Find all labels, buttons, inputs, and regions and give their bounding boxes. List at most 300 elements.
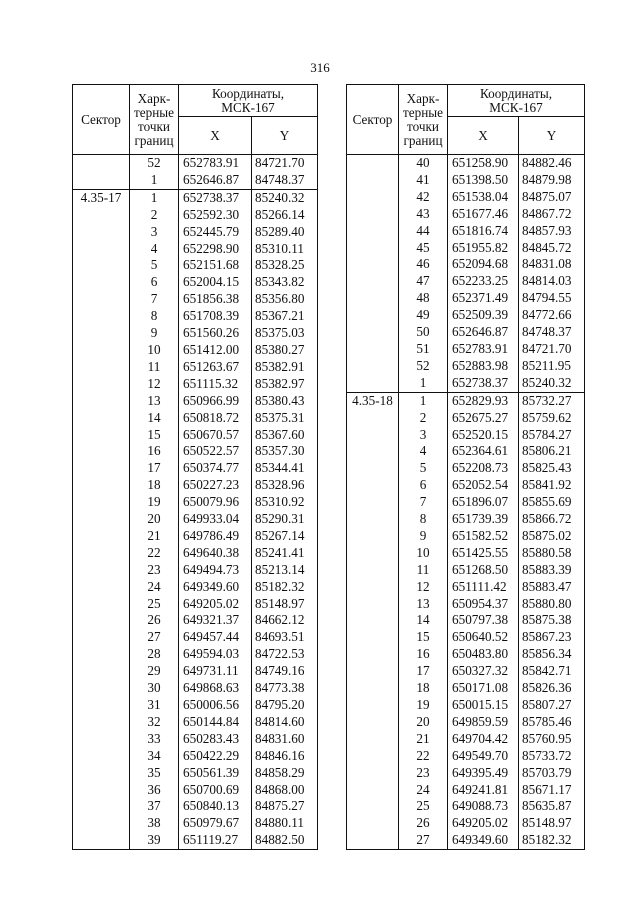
y-coordinate-cell: 84795.20 <box>252 697 318 714</box>
point-cell: 16 <box>130 443 179 460</box>
table-row <box>347 172 585 189</box>
table-row <box>73 224 318 241</box>
y-coordinate-cell: 84693.51 <box>252 629 318 646</box>
sector-cell <box>73 477 130 494</box>
point-cell: 16 <box>399 646 448 663</box>
sector-cell <box>73 291 130 308</box>
y-coordinate-cell: 85380.43 <box>252 393 318 410</box>
table-row <box>347 223 585 240</box>
sector-cell <box>73 765 130 782</box>
x-coordinate-cell: 652738.37 <box>179 189 252 206</box>
y-coordinate-cell: 84721.70 <box>252 155 318 172</box>
table-row <box>347 528 585 545</box>
table-row <box>347 798 585 815</box>
y-coordinate-cell: 85367.60 <box>252 427 318 444</box>
table-row <box>347 155 585 172</box>
x-coordinate-cell: 650640.52 <box>448 629 519 646</box>
table-row <box>73 207 318 224</box>
point-cell: 3 <box>399 427 448 444</box>
table-row <box>347 782 585 799</box>
y-coordinate-cell: 85213.14 <box>252 562 318 579</box>
x-coordinate-cell: 652371.49 <box>448 290 519 307</box>
point-cell: 52 <box>399 358 448 375</box>
point-cell: 27 <box>130 629 179 646</box>
table-row <box>73 832 318 849</box>
y-coordinate-cell: 85883.47 <box>519 579 585 596</box>
y-coordinate-cell: 85382.91 <box>252 359 318 376</box>
table-row <box>347 427 585 444</box>
sector-cell <box>73 562 130 579</box>
x-coordinate-cell: 650966.99 <box>179 393 252 410</box>
point-cell: 19 <box>130 494 179 511</box>
sector-cell <box>347 155 399 172</box>
x-coordinate-cell: 652094.68 <box>448 256 519 273</box>
table-row <box>73 731 318 748</box>
point-cell: 7 <box>130 291 179 308</box>
table-row <box>347 612 585 629</box>
y-coordinate-cell: 85880.80 <box>519 596 585 613</box>
x-coordinate-cell: 650797.38 <box>448 612 519 629</box>
point-cell: 1 <box>399 375 448 392</box>
sector-cell <box>73 308 130 325</box>
x-coordinate-cell: 650015.15 <box>448 697 519 714</box>
table-row <box>73 663 318 680</box>
x-coordinate-cell: 652646.87 <box>179 172 252 189</box>
sector-cell <box>347 443 399 460</box>
table-row <box>347 341 585 358</box>
x-coordinate-cell: 651816.74 <box>448 223 519 240</box>
sector-cell <box>347 172 399 189</box>
x-coordinate-cell: 649205.02 <box>179 596 252 613</box>
point-cell: 33 <box>130 731 179 748</box>
point-cell: 7 <box>399 494 448 511</box>
sector-cell <box>73 646 130 663</box>
point-cell: 18 <box>130 477 179 494</box>
x-coordinate-cell: 651268.50 <box>448 562 519 579</box>
sector-cell <box>73 359 130 376</box>
point-cell: 5 <box>399 460 448 477</box>
table-row <box>347 410 585 427</box>
table-row <box>73 460 318 477</box>
sector-cell <box>347 477 399 494</box>
table-row <box>73 325 318 342</box>
table-row <box>347 460 585 477</box>
table-row <box>347 646 585 663</box>
x-coordinate-cell: 649594.03 <box>179 646 252 663</box>
x-coordinate-cell: 652233.25 <box>448 273 519 290</box>
point-cell: 37 <box>130 798 179 815</box>
y-coordinate-cell: 84748.37 <box>252 172 318 189</box>
x-coordinate-cell: 651582.52 <box>448 528 519 545</box>
sector-cell <box>347 798 399 815</box>
sector-cell <box>73 748 130 765</box>
y-coordinate-cell: 85367.21 <box>252 308 318 325</box>
header-coordinates: Координаты, МСК-167 <box>179 85 318 117</box>
point-cell: 18 <box>399 680 448 697</box>
sector-cell <box>73 443 130 460</box>
x-coordinate-cell: 651677.46 <box>448 206 519 223</box>
page-number: 316 <box>310 60 330 75</box>
y-coordinate-cell: 84857.93 <box>519 223 585 240</box>
y-coordinate-cell: 85375.03 <box>252 325 318 342</box>
point-cell: 36 <box>130 782 179 799</box>
point-cell: 35 <box>130 765 179 782</box>
sector-cell <box>347 680 399 697</box>
sector-cell <box>347 256 399 273</box>
table-row <box>73 291 318 308</box>
point-cell: 12 <box>399 579 448 596</box>
table-row <box>73 815 318 832</box>
point-cell: 4 <box>130 241 179 258</box>
point-cell: 26 <box>130 612 179 629</box>
point-cell: 10 <box>130 342 179 359</box>
y-coordinate-cell: 85357.30 <box>252 443 318 460</box>
point-cell: 23 <box>130 562 179 579</box>
sector-cell <box>73 274 130 291</box>
x-coordinate-cell: 650979.67 <box>179 815 252 832</box>
y-coordinate-cell: 84749.16 <box>252 663 318 680</box>
y-coordinate-cell: 84831.08 <box>519 256 585 273</box>
point-cell: 31 <box>130 697 179 714</box>
x-coordinate-cell: 650227.23 <box>179 477 252 494</box>
x-coordinate-cell: 650079.96 <box>179 494 252 511</box>
table-row <box>347 324 585 341</box>
y-coordinate-cell: 85807.27 <box>519 697 585 714</box>
y-coordinate-cell: 85733.72 <box>519 748 585 765</box>
y-coordinate-cell: 84845.72 <box>519 240 585 257</box>
x-coordinate-cell: 651119.27 <box>179 832 252 849</box>
table-row <box>73 528 318 545</box>
table-row <box>347 714 585 731</box>
table-row <box>73 511 318 528</box>
y-coordinate-cell: 85328.96 <box>252 477 318 494</box>
table-row <box>73 376 318 393</box>
table-row <box>73 765 318 782</box>
x-coordinate-cell: 652738.37 <box>448 375 519 392</box>
y-coordinate-cell: 84773.38 <box>252 680 318 697</box>
sector-cell <box>347 596 399 613</box>
sector-cell <box>347 731 399 748</box>
x-coordinate-cell: 652151.68 <box>179 257 252 274</box>
table-row <box>347 680 585 697</box>
point-cell: 51 <box>399 341 448 358</box>
sector-cell: 4.35-18 <box>347 392 399 409</box>
y-coordinate-cell: 85732.27 <box>519 392 585 409</box>
y-coordinate-cell: 85266.14 <box>252 207 318 224</box>
y-coordinate-cell: 85182.32 <box>519 832 585 849</box>
sector-cell <box>347 189 399 206</box>
table-row <box>347 358 585 375</box>
y-coordinate-cell: 85875.02 <box>519 528 585 545</box>
x-coordinate-cell: 652646.87 <box>448 324 519 341</box>
table-row <box>347 545 585 562</box>
y-coordinate-cell: 85380.27 <box>252 342 318 359</box>
x-coordinate-cell: 651115.32 <box>179 376 252 393</box>
point-cell: 13 <box>130 393 179 410</box>
point-cell: 3 <box>130 224 179 241</box>
point-cell: 29 <box>130 663 179 680</box>
point-cell: 21 <box>399 731 448 748</box>
x-coordinate-cell: 652004.15 <box>179 274 252 291</box>
x-coordinate-cell: 651896.07 <box>448 494 519 511</box>
x-coordinate-cell: 649457.44 <box>179 629 252 646</box>
x-coordinate-cell: 651398.50 <box>448 172 519 189</box>
sector-cell <box>73 342 130 359</box>
point-cell: 10 <box>399 545 448 562</box>
x-coordinate-cell: 651111.42 <box>448 579 519 596</box>
table-row <box>347 731 585 748</box>
x-coordinate-cell: 652208.73 <box>448 460 519 477</box>
y-coordinate-cell: 84722.53 <box>252 646 318 663</box>
x-coordinate-cell: 652298.90 <box>179 241 252 258</box>
x-coordinate-cell: 651263.67 <box>179 359 252 376</box>
y-coordinate-cell: 84867.72 <box>519 206 585 223</box>
sector-cell <box>347 815 399 832</box>
point-cell: 42 <box>399 189 448 206</box>
table-row <box>73 798 318 815</box>
y-coordinate-cell: 85182.32 <box>252 579 318 596</box>
y-coordinate-cell: 85842.71 <box>519 663 585 680</box>
y-coordinate-cell: 84662.12 <box>252 612 318 629</box>
table-row <box>73 612 318 629</box>
sector-cell <box>347 324 399 341</box>
point-cell: 52 <box>130 155 179 172</box>
x-coordinate-cell: 649704.42 <box>448 731 519 748</box>
point-cell: 14 <box>399 612 448 629</box>
sector-cell <box>73 545 130 562</box>
y-coordinate-cell: 84748.37 <box>519 324 585 341</box>
y-coordinate-cell: 85825.43 <box>519 460 585 477</box>
y-coordinate-cell: 84875.07 <box>519 189 585 206</box>
y-coordinate-cell: 85841.92 <box>519 477 585 494</box>
point-cell: 43 <box>399 206 448 223</box>
y-coordinate-cell: 84846.16 <box>252 748 318 765</box>
table-row <box>347 494 585 511</box>
sector-cell <box>347 273 399 290</box>
point-cell: 8 <box>130 308 179 325</box>
x-coordinate-cell: 652520.15 <box>448 427 519 444</box>
point-cell: 2 <box>399 410 448 427</box>
sector-cell <box>347 223 399 240</box>
y-coordinate-cell: 85855.69 <box>519 494 585 511</box>
point-cell: 24 <box>399 782 448 799</box>
coordinates-table-right <box>346 84 585 850</box>
x-coordinate-cell: 652829.93 <box>448 392 519 409</box>
table-row <box>347 477 585 494</box>
x-coordinate-cell: 651425.55 <box>448 545 519 562</box>
y-coordinate-cell: 85866.72 <box>519 511 585 528</box>
y-coordinate-cell: 85267.14 <box>252 528 318 545</box>
table-row <box>347 765 585 782</box>
sector-cell <box>347 748 399 765</box>
point-cell: 22 <box>130 545 179 562</box>
x-coordinate-cell: 652052.54 <box>448 477 519 494</box>
sector-cell <box>73 714 130 731</box>
y-coordinate-cell: 85375.31 <box>252 410 318 427</box>
table-row <box>73 646 318 663</box>
y-coordinate-cell: 85148.97 <box>519 815 585 832</box>
x-coordinate-cell: 649933.04 <box>179 511 252 528</box>
sector-cell <box>347 612 399 629</box>
table-row <box>73 714 318 731</box>
y-coordinate-cell: 85883.39 <box>519 562 585 579</box>
x-coordinate-cell: 650561.39 <box>179 765 252 782</box>
table-row <box>347 375 585 392</box>
y-coordinate-cell: 85826.36 <box>519 680 585 697</box>
x-coordinate-cell: 652675.27 <box>448 410 519 427</box>
x-coordinate-cell: 649088.73 <box>448 798 519 815</box>
table-row <box>73 155 318 172</box>
header-points: Харк- терные точки границ <box>399 85 448 155</box>
y-coordinate-cell: 84721.70 <box>519 341 585 358</box>
point-cell: 15 <box>399 629 448 646</box>
x-coordinate-cell: 649549.70 <box>448 748 519 765</box>
point-cell: 6 <box>399 477 448 494</box>
y-coordinate-cell: 85356.80 <box>252 291 318 308</box>
table-row <box>73 629 318 646</box>
sector-cell <box>73 629 130 646</box>
sector-cell <box>73 494 130 511</box>
y-coordinate-cell: 85806.21 <box>519 443 585 460</box>
table-row <box>73 189 318 206</box>
x-coordinate-cell: 650374.77 <box>179 460 252 477</box>
y-coordinate-cell: 85784.27 <box>519 427 585 444</box>
x-coordinate-cell: 650954.37 <box>448 596 519 613</box>
x-coordinate-cell: 649349.60 <box>448 832 519 849</box>
sector-cell <box>347 562 399 579</box>
header-points: Харк- терные точки границ <box>130 85 179 155</box>
table-row <box>73 562 318 579</box>
y-coordinate-cell: 84880.11 <box>252 815 318 832</box>
x-coordinate-cell: 649395.49 <box>448 765 519 782</box>
table-row <box>347 392 585 409</box>
point-cell: 49 <box>399 307 448 324</box>
table-row <box>347 273 585 290</box>
coordinates-table-left <box>72 84 318 850</box>
point-cell: 20 <box>399 714 448 731</box>
point-cell: 12 <box>130 376 179 393</box>
y-coordinate-cell: 84858.29 <box>252 765 318 782</box>
table-row <box>73 342 318 359</box>
sector-cell <box>73 798 130 815</box>
y-coordinate-cell: 84814.03 <box>519 273 585 290</box>
table-row <box>347 815 585 832</box>
x-coordinate-cell: 651538.04 <box>448 189 519 206</box>
y-coordinate-cell: 85328.25 <box>252 257 318 274</box>
header-coordinates: Координаты, МСК-167 <box>448 85 585 117</box>
table-row <box>73 477 318 494</box>
header-sector: Сектор <box>73 85 130 155</box>
sector-cell <box>73 596 130 613</box>
sector-cell <box>347 714 399 731</box>
point-cell: 1 <box>399 392 448 409</box>
point-cell: 17 <box>130 460 179 477</box>
sector-cell: 4.35-17 <box>73 189 130 206</box>
point-cell: 6 <box>130 274 179 291</box>
point-cell: 38 <box>130 815 179 832</box>
table-row <box>73 308 318 325</box>
sector-cell <box>73 376 130 393</box>
x-coordinate-cell: 649786.49 <box>179 528 252 545</box>
sector-cell <box>73 393 130 410</box>
x-coordinate-cell: 651856.38 <box>179 291 252 308</box>
point-cell: 13 <box>399 596 448 613</box>
y-coordinate-cell: 85867.23 <box>519 629 585 646</box>
table-row <box>73 596 318 613</box>
x-coordinate-cell: 650818.72 <box>179 410 252 427</box>
x-coordinate-cell: 650522.57 <box>179 443 252 460</box>
sector-cell <box>73 511 130 528</box>
table-row <box>347 256 585 273</box>
point-cell: 34 <box>130 748 179 765</box>
table-row <box>347 629 585 646</box>
y-coordinate-cell: 84772.66 <box>519 307 585 324</box>
sector-cell <box>347 307 399 324</box>
y-coordinate-cell: 85240.32 <box>252 189 318 206</box>
x-coordinate-cell: 650422.29 <box>179 748 252 765</box>
point-cell: 24 <box>130 579 179 596</box>
sector-cell <box>73 257 130 274</box>
table-row <box>347 697 585 714</box>
sector-cell <box>347 545 399 562</box>
sector-cell <box>73 832 130 849</box>
sector-cell <box>73 207 130 224</box>
x-coordinate-cell: 650840.13 <box>179 798 252 815</box>
sector-cell <box>73 612 130 629</box>
table-row <box>73 410 318 427</box>
x-coordinate-cell: 650700.69 <box>179 782 252 799</box>
point-cell: 25 <box>399 798 448 815</box>
sector-cell <box>347 375 399 392</box>
table-row <box>347 832 585 849</box>
table-row <box>73 782 318 799</box>
y-coordinate-cell: 85785.46 <box>519 714 585 731</box>
y-coordinate-cell: 84879.98 <box>519 172 585 189</box>
sector-cell <box>73 155 130 172</box>
x-coordinate-cell: 649349.60 <box>179 579 252 596</box>
table-row <box>347 562 585 579</box>
x-coordinate-cell: 652509.39 <box>448 307 519 324</box>
point-cell: 2 <box>130 207 179 224</box>
sector-cell <box>73 815 130 832</box>
sector-cell <box>73 697 130 714</box>
x-coordinate-cell: 652364.61 <box>448 443 519 460</box>
sector-cell <box>347 697 399 714</box>
point-cell: 23 <box>399 765 448 782</box>
table-row <box>73 241 318 258</box>
x-coordinate-cell: 651412.00 <box>179 342 252 359</box>
y-coordinate-cell: 85875.38 <box>519 612 585 629</box>
point-cell: 41 <box>399 172 448 189</box>
table-row <box>73 494 318 511</box>
x-coordinate-cell: 649868.63 <box>179 680 252 697</box>
y-coordinate-cell: 85310.92 <box>252 494 318 511</box>
y-coordinate-cell: 85344.41 <box>252 460 318 477</box>
point-cell: 21 <box>130 528 179 545</box>
header-y: Y <box>252 117 318 155</box>
x-coordinate-cell: 650283.43 <box>179 731 252 748</box>
sector-cell <box>73 782 130 799</box>
y-coordinate-cell: 84875.27 <box>252 798 318 815</box>
sector-cell <box>347 832 399 849</box>
sector-cell <box>73 241 130 258</box>
sector-cell <box>347 341 399 358</box>
table-row <box>73 172 318 189</box>
x-coordinate-cell: 652592.30 <box>179 207 252 224</box>
table-row <box>73 427 318 444</box>
sector-cell <box>347 663 399 680</box>
header-x: X <box>179 117 252 155</box>
